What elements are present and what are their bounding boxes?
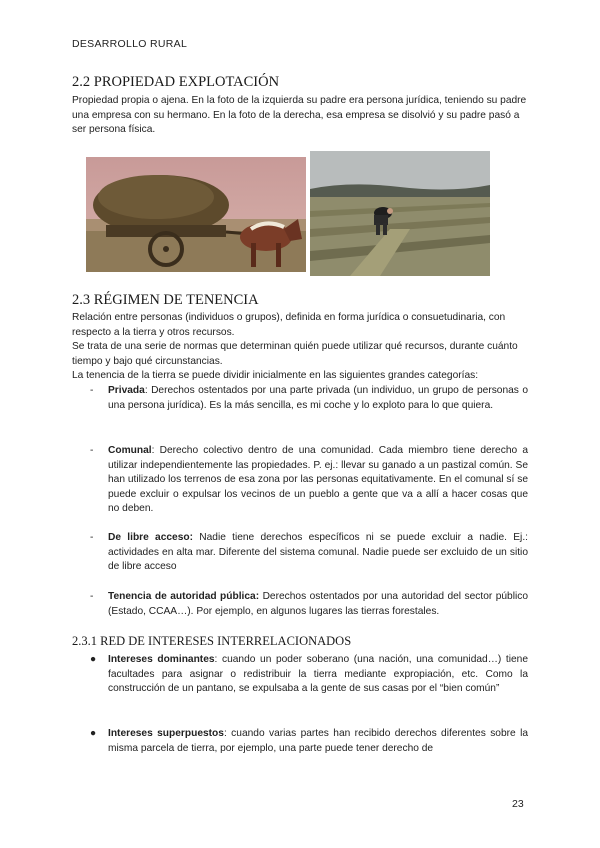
desc-libre-acceso: Nadie tiene derechos específicos ni se puede excluir a nadie. Ej.: actividades en alta mar. Diferente del sistema comunal. Nadie puede ser excluido de un sitio de libre acceso (108, 532, 528, 573)
desc-intereses-superpuestos: : cuando varias partes han recibido derechos diferentes sobre la misma parcela de tierra, por ejemplo, una parte puede tener derecho de (108, 728, 529, 754)
section-title-2-2: 2.2 PROPIEDAD EXPLOTACIÓN (72, 74, 280, 90)
section-title-2-3: 2.3 RÉGIMEN DE TENENCIA (72, 292, 259, 308)
list-item-intereses-superpuestos (90, 727, 528, 756)
dash-marker: - (90, 385, 94, 396)
term-intereses-dominantes: Intereses dominantes (108, 654, 215, 665)
photo-horse-cart (86, 157, 306, 272)
photo-field-worker (310, 151, 490, 276)
running-header: DESARROLLO RURAL (72, 38, 188, 50)
desc-intereses-dominantes: : cuando un poder soberano (una nación, una comunidad…) tiene facultades para asignar o redistribuir la tierra mediante expropiación, etc. Como la construcción de un pantano, se expulsaba a la gente de sus casas por el “bien común” (108, 654, 528, 695)
term-intereses-superpuestos: Intereses superpuestos (108, 728, 224, 739)
dash-marker: - (90, 445, 94, 456)
dash-marker: - (90, 532, 94, 543)
page-number: 23 (512, 798, 524, 810)
list-item-privada (90, 384, 528, 413)
list-item-intereses-dominantes (90, 653, 528, 697)
list-item-autoridad-publica (90, 590, 528, 619)
paragraph-categorias: La tenencia de la tierra se puede dividir inicialmente en las siguientes grandes categorías: (72, 370, 479, 381)
section-title-2-3-1: 2.3.1 RED DE INTERESES INTERRELACIONADOS (72, 634, 352, 648)
term-comunal: Comunal (108, 445, 152, 456)
desc-autoridad-publica: Derechos ostentados por una autoridad del sector público (Estado, CCAA…). Por ejemplo, en algunos lugares las tierras forestales. (108, 591, 529, 617)
desc-comunal: : Derecho colectivo dentro de una comunidad. Cada miembro tiene derecho a utilizar independientemente las propiedades. P. ej.: llevar su ganado a un pastizal común. Se han utilizado los terrenos de esa zona por las personas equitativamente. En el comunal sí se puede excluir o expulsar los vecinos de un pueblo a gente que va a allí a hacer cosas que no deben. (108, 445, 528, 515)
dash-marker: - (90, 591, 94, 602)
paragraph-relacion: Relación entre personas (individuos o grupos), definida en forma jurídica o consuetudinaria, con respecto a la tierra y otros recursos. (72, 312, 506, 338)
term-autoridad-publica: Tenencia de autoridad pública: (108, 591, 260, 602)
list-item-comunal (90, 444, 528, 517)
bullet-marker: ● (90, 728, 97, 739)
term-libre-acceso: De libre acceso: (108, 532, 193, 543)
list-item-libre-acceso (90, 531, 528, 575)
term-privada: Privada (108, 385, 145, 396)
paragraph-normas: Se trata de una serie de normas que determinan quién puede utilizar qué recursos, durante cuánto tiempo y bajo qué circunstancias. (72, 341, 518, 367)
paragraph-propiedad: Propiedad propia o ajena. En la foto de la izquierda su padre era persona jurídica, teniendo su padre una empresa con su hermano. En la foto de la derecha, esa empresa se disolvió y su padre pasó a ser persona física. (72, 95, 527, 136)
desc-privada: : Derechos ostentados por una parte privada (un individuo, un grupo de personas o una persona jurídica). Es la más sencilla, es mi coche y lo exploto para lo que quiera. (108, 385, 528, 411)
bullet-marker: ● (90, 654, 97, 665)
